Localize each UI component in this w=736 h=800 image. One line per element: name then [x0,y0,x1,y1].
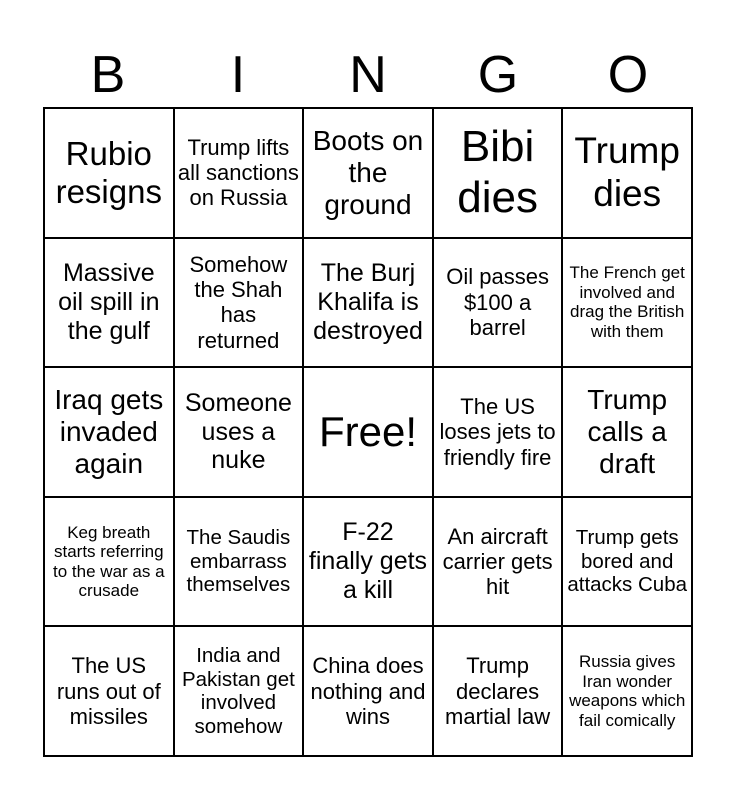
bingo-cell-r5c1[interactable]: The US runs out of missiles [44,626,174,756]
bingo-cell-r2c1[interactable]: Massive oil spill in the gulf [44,238,174,368]
bingo-grid [43,107,693,757]
bingo-cell-r2c5[interactable]: The French get involved and drag the British with them [562,238,692,368]
bingo-cell-r3c4[interactable]: The US loses jets to friendly fire [433,367,563,497]
bingo-cell-r3c1[interactable]: Iraq gets invaded again [44,367,174,497]
bingo-cell-r1c2[interactable]: Trump lifts all sanctions on Russia [174,108,304,238]
bingo-cell-r3c2[interactable]: Someone uses a nuke [174,367,304,497]
bingo-cell-r4c4[interactable]: An aircraft carrier gets hit [433,497,563,627]
header-letter-n: N [349,46,387,104]
bingo-cell-r5c5[interactable]: Russia gives Iran wonder weapons which fail comically [562,626,692,756]
bingo-cell-r5c2[interactable]: India and Pakistan get involved somehow [174,626,304,756]
header-letter-i: I [230,46,246,104]
bingo-cell-r2c3[interactable]: The Burj Khalifa is destroyed [303,238,433,368]
bingo-cell-r4c1[interactable]: Keg breath starts referring to the war as a crusade [44,497,174,627]
bingo-cell-r4c3[interactable]: F-22 finally gets a kill [303,497,433,627]
bingo-header [43,42,693,108]
bingo-cell-r2c2[interactable]: Somehow the Shah has returned [174,238,304,368]
bingo-cell-r3c5[interactable]: Trump calls a draft [562,367,692,497]
bingo-cell-r4c2[interactable]: The Saudis embarrass themselves [174,497,304,627]
bingo-cell-r5c4[interactable]: Trump declares martial law [433,626,563,756]
bingo-cell-r1c5[interactable]: Trump dies [562,108,692,238]
bingo-cell-r5c3[interactable]: China does nothing and wins [303,626,433,756]
header-letter-o: O [607,46,649,104]
bingo-cell-r4c5[interactable]: Trump gets bored and attacks Cuba [562,497,692,627]
bingo-cell-r1c1[interactable]: Rubio resigns [44,108,174,238]
bingo-cell-free[interactable]: Free! [303,367,433,497]
header-letter-g: G [477,46,519,104]
bingo-cell-r2c4[interactable]: Oil passes $100 a barrel [433,238,563,368]
header-letter-b: B [90,46,126,104]
bingo-cell-r1c3[interactable]: Boots on the ground [303,108,433,238]
bingo-cell-r1c4[interactable]: Bibi dies [433,108,563,238]
